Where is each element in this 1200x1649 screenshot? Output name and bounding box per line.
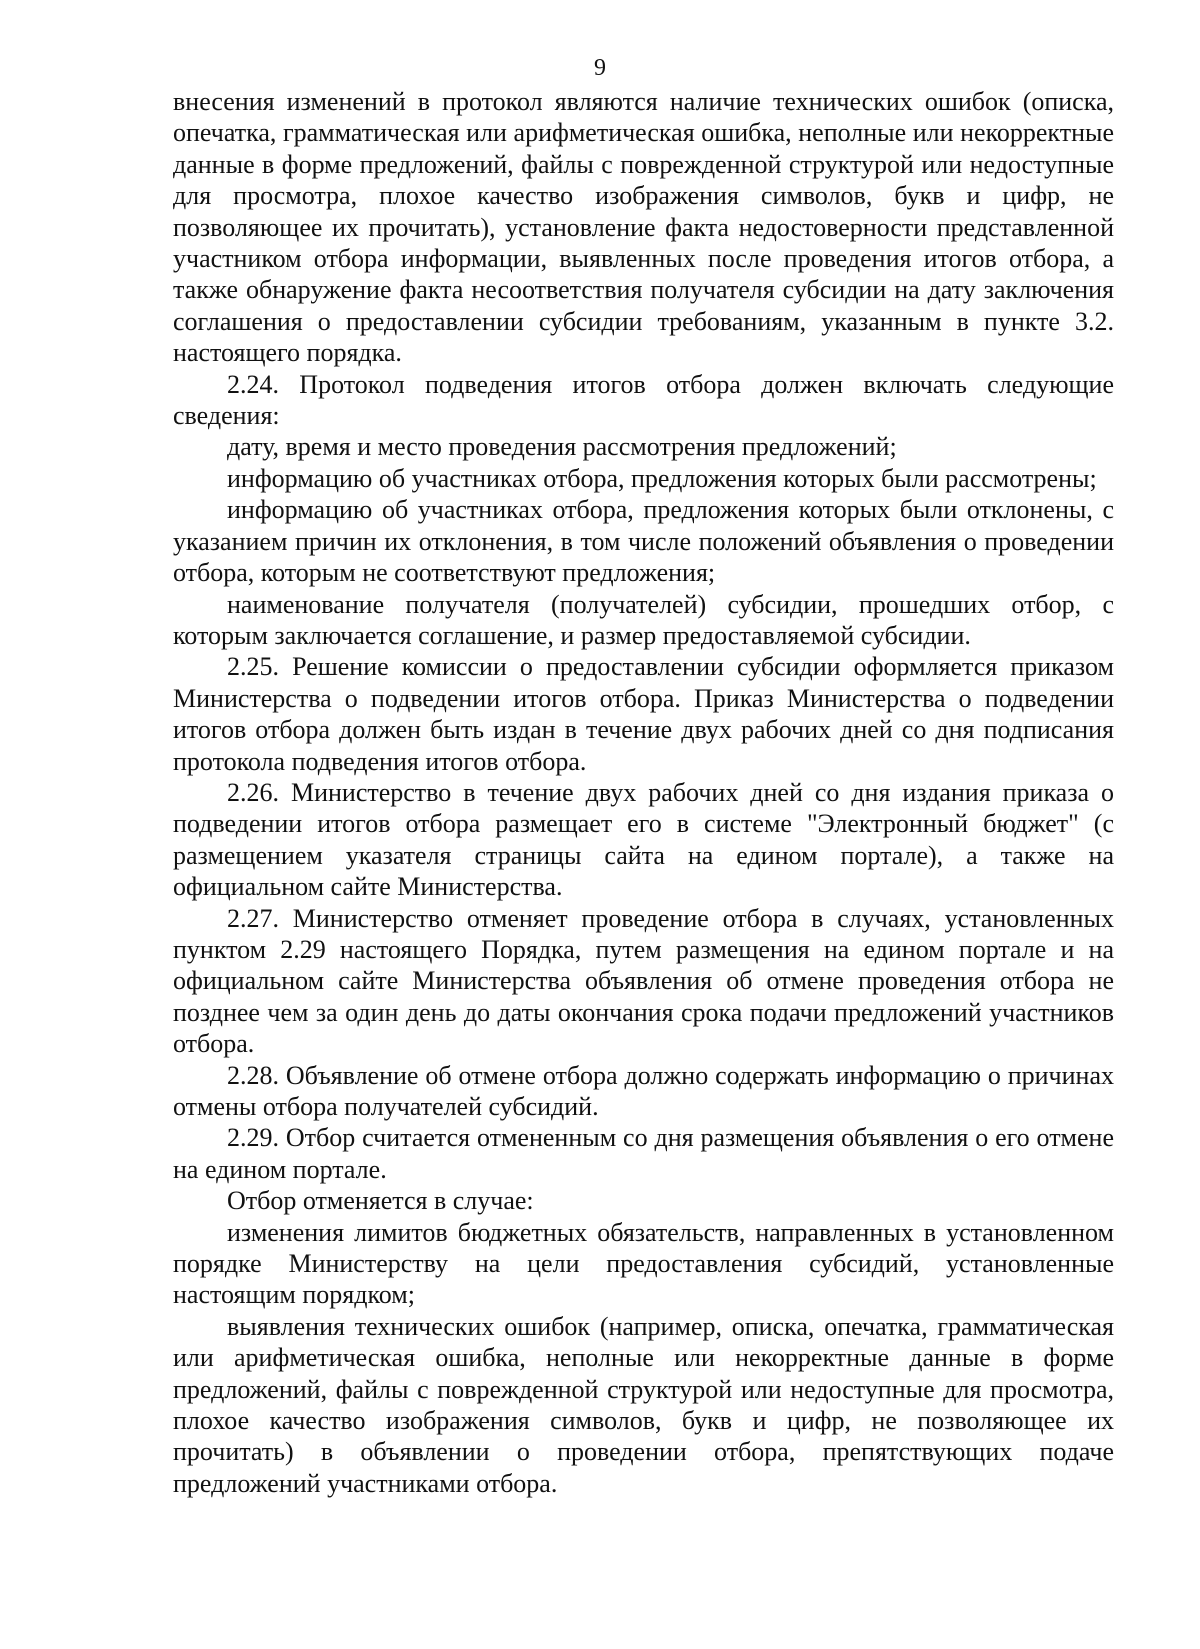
- list-item-budget-limits: изменения лимитов бюджетных обязательств, направленных в установленном порядке Министерству на цели предоставления субсидий, установленные настоящим порядком;: [173, 1217, 1114, 1310]
- paragraph-2-29: 2.29. Отбор считается отмененным со дня размещения объявления о его отмене на едином портале.: [173, 1123, 1114, 1184]
- paragraph-2-24: 2.24. Протокол подведения итогов отбора должен включать следующие сведения:: [173, 369, 1114, 431]
- list-item-date-time-place: дату, время и место проведения рассмотрения предложений;: [227, 432, 897, 462]
- list-item-recipient-name: наименование получателя (получателей) субсидии, прошедших отбор, с которым заключается соглашение, и размер предоставляемой субсидии.: [173, 589, 1114, 650]
- page-number: 9: [594, 55, 606, 81]
- document-body: [173, 86, 1114, 1499]
- paragraph-continuation: внесения изменений в протокол являются наличие технических ошибок (описка, опечатка, грамматическая или арифметическая ошибка, неполные или некорректные данные в форме предложений, файлы с поврежденной структурой или недоступные для просмотра, плохое качество изображения символов, букв и цифр, не позволяющее их прочитать), установление факта недостоверности представленной участником отбора информации, выявленных после проведения итогов отбора, а также обнаружение факта несоответствия получателя субсидии на дату заключения соглашения о предоставлении субсидии требованиям, указанным в пункте 3.2. настоящего порядка.: [173, 87, 1114, 368]
- list-item-considered-participants: информацию об участниках отбора, предложения которых были рассмотрены;: [227, 463, 1097, 493]
- paragraph-2-26: 2.26. Министерство в течение двух рабочих дней со дня издания приказа о подведении итогов отбора размещает его в системе "Электронный бюджет" (с размещением указателя страницы сайта на едином портале), а также на официальном сайте Министерства.: [173, 777, 1114, 902]
- paragraph-2-28: 2.28. Объявление об отмене отбора должно содержать информацию о причинах отмены отбора получателей субсидий.: [173, 1060, 1114, 1121]
- cancellation-cases-heading: Отбор отменяется в случае:: [227, 1186, 534, 1216]
- list-item-rejected-participants: информацию об участниках отбора, предложения которых были отклонены, с указанием причин их отклонения, в том числе положений объявления о проведении отбора, которым не соответствуют предложения;: [173, 495, 1114, 588]
- paragraph-2-27: 2.27. Министерство отменяет проведение отбора в случаях, установленных пунктом 2.29 настоящего Порядка, путем размещения на едином портале и на официальном сайте Министерства объявления об отмене проведения отбора не позднее чем за один день до даты окончания срока подачи предложений участников отбора.: [173, 903, 1114, 1059]
- list-item-technical-errors: выявления технических ошибок (например, описка, опечатка, грамматическая или арифметическая ошибка, неполные или некорректные данные в форме предложений, файлы с поврежденной структурой или недоступные для просмотра, плохое качество изображения символов, букв и цифр, не позволяющее их прочитать) в объявлении о проведении отбора, препятствующих подаче предложений участниками отбора.: [173, 1311, 1114, 1498]
- paragraph-2-25: 2.25. Решение комиссии о предоставлении субсидии оформляется приказом Министерства о подведении итогов отбора. Приказ Министерства о подведении итогов отбора должен быть издан в течение двух рабочих дней со дня подписания протокола подведения итогов отбора.: [173, 652, 1114, 776]
